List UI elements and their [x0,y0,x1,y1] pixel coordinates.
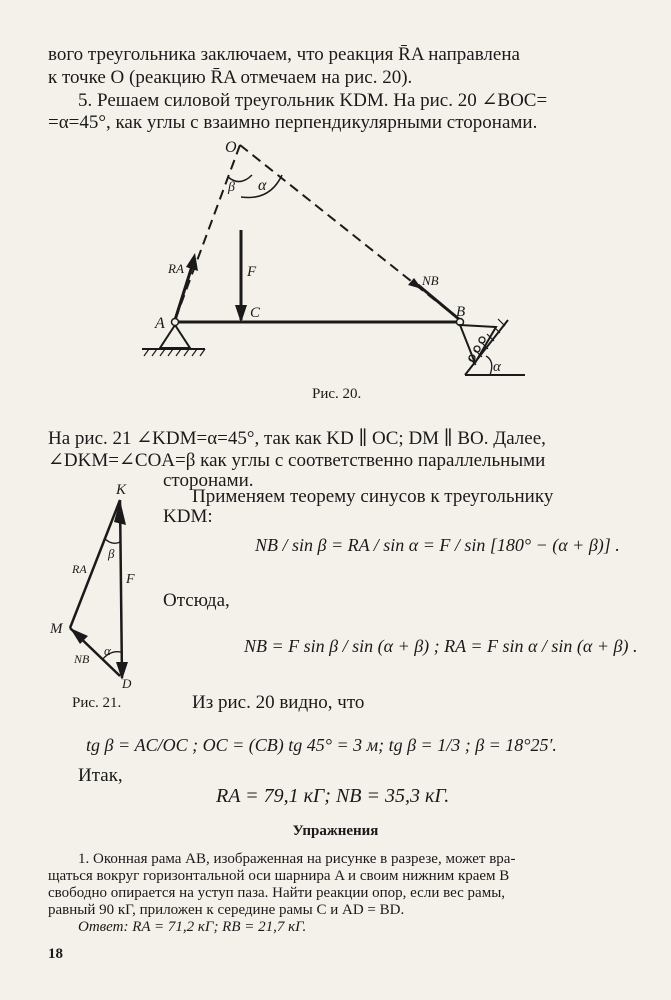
label-alpha: α [258,177,267,194]
figure-20 [130,135,530,385]
paragraph-line: KDM: [163,506,213,527]
label-nb: NB [422,273,439,288]
roller-circle [479,337,485,343]
label-k: K [116,482,127,498]
exercise-line: щаться вокруг горизонтальной оси шарнира A и своим нижним краем B [48,868,510,884]
exercise-line: равный 90 кГ, приложен к середине рамы C и AD = BD. [48,902,405,918]
page-number: 18 [48,946,63,962]
exercise-line: 1. Оконная рама AB, изображенная на рисунке в разрезе, может вра- [78,851,516,867]
label-f: F [126,572,135,587]
paragraph-line: Применяем теорему синусов к треугольнику [192,486,554,507]
equation-solutions: NB = F sin β / sin (α + β) ; RA = F sin α / sin (α + β) . [244,636,638,656]
paragraph-line: Отсюда, [163,590,230,611]
angle-alpha2-arc [486,356,492,375]
exercise-line: свободно опирается на уступ паза. Найти реакции опор, если вес рамы, [48,885,506,901]
paragraph-line: На рис. 21 ∠KDM=α=45°, так как KD ∥ OC; DM ∥ BO. Далее, [48,428,546,449]
label-o: O [225,139,237,156]
paragraph-line: Из рис. 20 видно, что [192,692,365,713]
label-a: A [155,315,165,332]
figure-21-caption: Рис. 21. [72,695,122,711]
label-f: F [247,264,257,280]
ground-a-hatch [144,349,205,356]
label-ra: RA [168,261,184,276]
label-d: D [122,676,132,690]
reaction-ra-arrowhead [186,253,198,271]
angle-beta-arc [104,538,120,543]
paragraph-line: 5. Решаем силовой треугольник KDM. На рис. 20 ∠BOC= [78,90,548,111]
label-beta: β [108,546,115,561]
equation-sine-law: NB / sin β = RA / sin α = F / sin [180° − (α + β)] . [255,535,620,555]
label-c: C [250,305,261,321]
paragraph-line: к точке O (реакцию R̄A отмечаем на рис. 20). [48,67,413,88]
paragraph-line: ∠DKM=∠COA=β как углы с соответственно параллельными [48,450,546,471]
paragraph-line: =α=45°, как углы с взаимно перпендикулярными сторонами. [48,112,538,133]
figure-21 [40,480,160,690]
label-b: B [456,304,466,320]
label-nb: NB [74,652,90,666]
roller-circle [474,346,480,352]
hinge-a [172,319,179,326]
label-m: M [50,621,63,637]
paragraph-line: Итак, [78,765,123,786]
equation-tg-beta: tg β = AC/OC ; OC = (CB) tg 45° = 3 м; tg β = 1/3 ; β = 18°25′. [86,735,557,755]
exercises-title: Упражнения [292,823,379,839]
paragraph-line: вого треугольника заключаем, что реакция R̄A направлена [48,44,520,65]
label-alpha2: α [493,359,501,375]
label-ra: RA [72,562,87,576]
reaction-nb-arrow [418,285,460,320]
figure-20-caption: Рис. 20. [312,386,362,402]
paragraph-line: сторонами. [163,470,254,491]
force-f-arrowhead [235,305,247,323]
label-beta: β [228,180,235,195]
exercise-answer: Ответ: RA = 71,2 кГ; RB = 21,7 кГ. [78,919,307,935]
result-line: RA = 79,1 кГ; NB = 35,3 кГ. [216,785,450,807]
label-alpha: α [104,643,111,658]
